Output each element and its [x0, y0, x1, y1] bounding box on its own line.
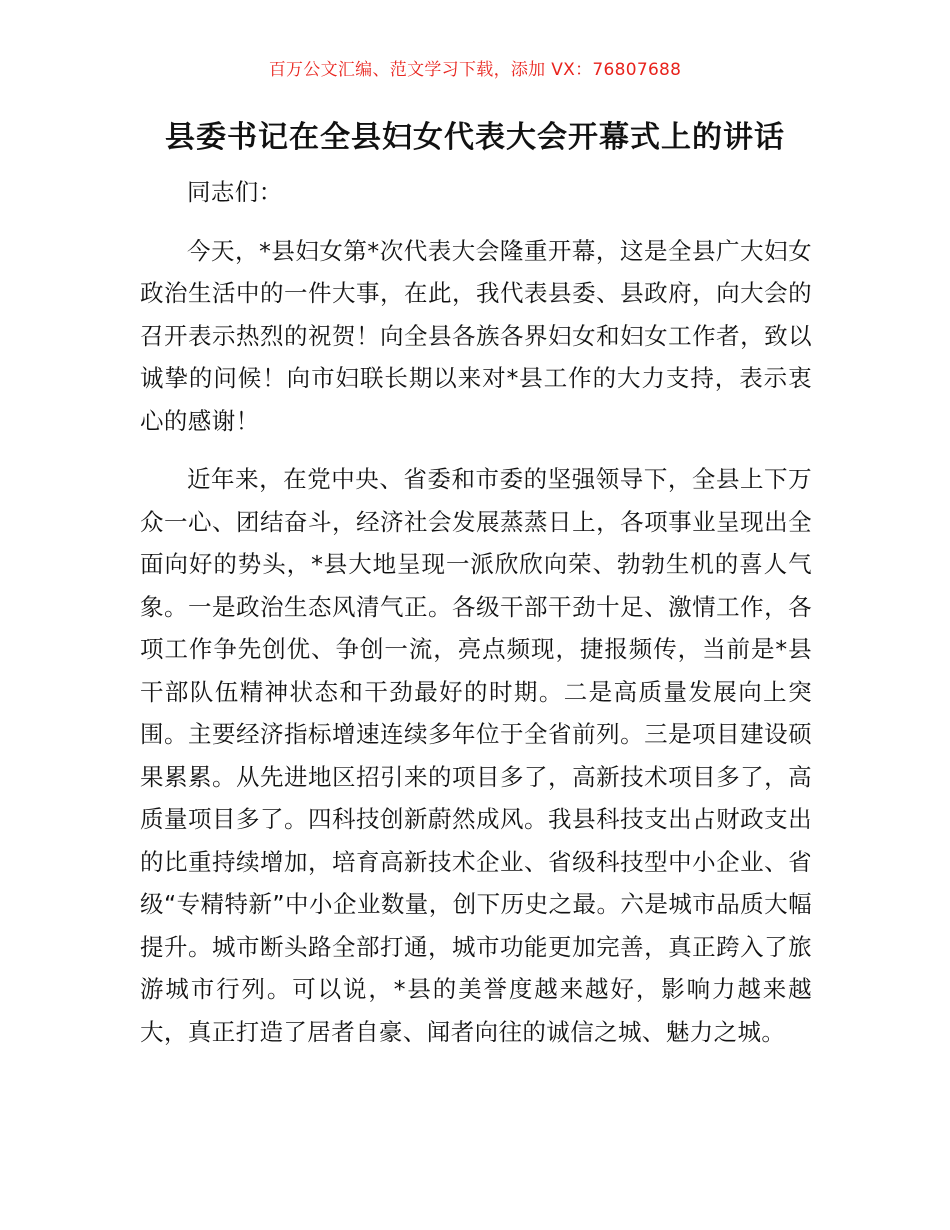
salutation: 同志们： — [187, 178, 283, 206]
paragraph-opening: 今天，*县妇女第*次代表大会隆重开幕，这是全县广大妇女政治生活中的一件大事，在此，我代表县委、县政府，向大会的召开表示热烈的祝贺！向全县各族各界妇女和妇女工作者，致以诚挚的问候！向市妇联长期以来对*县工作的大力支持，表示衷心的感谢！ — [140, 236, 812, 435]
document-body — [140, 171, 812, 1053]
header-promo-note: 百万公文汇编、范文学习下载，添加 VX：76807688 — [268, 60, 682, 80]
document-title: 县委书记在全县妇女代表大会开幕式上的讲话 — [165, 120, 785, 155]
paragraph-achievements: 近年来，在党中央、省委和市委的坚强领导下，全县上下万众一心、团结奋斗，经济社会发展蒸蒸日上，各项事业呈现出全面向好的势头，*县大地呈现一派欣欣向荣、勃勃生机的喜人气象。一是政治生态风清气正。各级干部干劲十足、激情工作，各项工作争先创优、争创一流，亮点频现，捷报频传，当前是*县干部队伍精神状态和干劲最好的时期。二是高质量发展向上突围。主要经济指标增速连续多年位于全省前列。三是项目建设硕果累累。从先进地区招引来的项目多了，高新技术项目多了，高质量项目多了。四科技创新蔚然成风。我县科技支出占财政支出的比重持续增加，培育高新技术企业、省级科技型中小企业、省级“专精特新”中小企业数量，创下历史之最。六是城市品质大幅提升。城市断头路全部打通，城市功能更加完善，真正跨入了旅游城市行列。可以说，*县的美誉度越来越好，影响力越来越大，真正打造了居者自豪、闻者向往的诚信之城、魅力之城。 — [140, 465, 812, 1046]
